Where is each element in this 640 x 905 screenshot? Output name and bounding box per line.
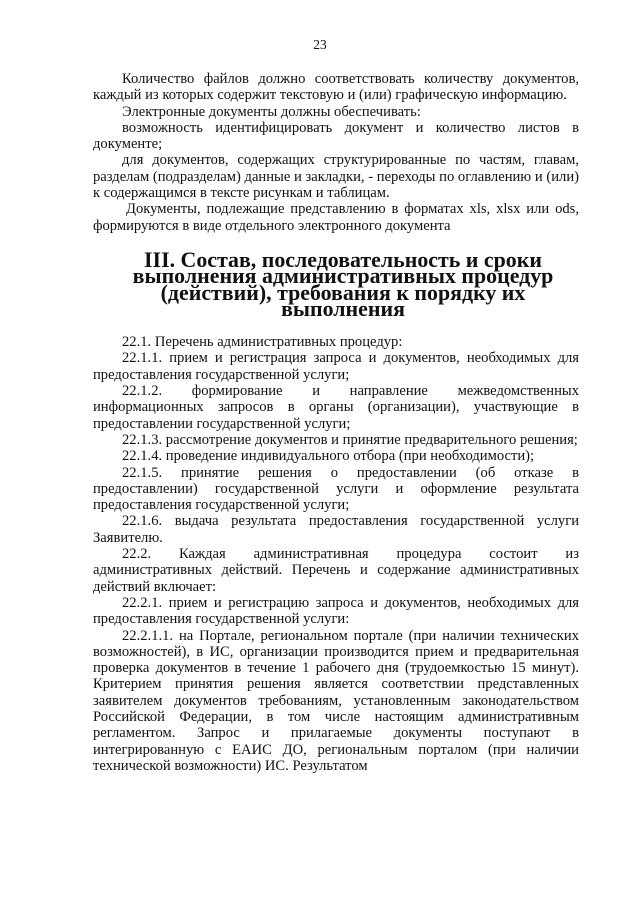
paragraph: 22.1.4. проведение индивидуального отбора (при необходимости);	[122, 448, 535, 465]
procedures-list	[93, 334, 579, 774]
paragraph: 22.1.5. принятие решения о предоставлении (об отказе в предоставлении) государственной услуги и оформление результата предоставления государственной услуги;	[93, 464, 579, 514]
paragraph: 22.1.3. рассмотрение документов и принятие предварительного решения;	[122, 431, 578, 448]
paragraph: Электронные документы должны обеспечивать:	[122, 103, 421, 120]
paragraph: возможность идентифицировать документ и количество листов в документе;	[93, 119, 579, 153]
paragraph: 22.1. Перечень административных процедур:	[122, 334, 403, 351]
paragraph: Количество файлов должно соответствовать количеству документов, каждый из которых содержит текстовую и (или) графическую информацию.	[93, 71, 579, 104]
paragraph: 22.2.1. прием и регистрацию запроса и документов, необходимых для предоставления государственной услуги:	[93, 594, 579, 628]
page-number: 23	[313, 37, 327, 52]
page-content	[93, 71, 579, 774]
paragraph: для документов, содержащих структурированные по частям, главам, разделам (подразделам) данные и закладки, - переходы по оглавлению и (или) к содержащимся в тексте рисункам и таблицам.	[93, 152, 579, 202]
section-heading: III. Состав, последовательность и сроки выполнения административных процедур (действий), требования к порядку их выполнения	[132, 246, 554, 321]
paragraph: 22.2.1.1. на Портале, региональном портале (при наличии технических возможностей), в ИС, организации производится прием и предварительная проверка документов в течение 1 рабочего дня (трудоемкостью 15 минут). Критерием принятия решения является соответствии представленных заявителем документов требованиям, установленным законодательством Российской Федерации, в том числе настоящим административным регламентом. Запрос и прилагаемые документы поступают в интегрированную с ЕАИС ДО, региональным порталом (при наличии технической возможности) ИС. Результатом	[93, 627, 579, 774]
paragraph: Документы, подлежащие представлению в форматах xls, xlsx или ods, формируются в виде отдельного электронного документа	[93, 201, 579, 234]
paragraph: 22.1.6. выдача результата предоставления государственной услуги Заявителю.	[93, 513, 579, 546]
paragraph: 22.1.1. прием и регистрация запроса и документов, необходимых для предоставления государственной услуги;	[93, 350, 579, 383]
paragraph: 22.2. Каждая административная процедура состоит из административных действий. Перечень и содержание административных действий включает:	[93, 546, 579, 595]
paragraph: 22.1.2. формирование и направление межведомственных информационных запросов в органы (организации), участвующие в предоставлении государственной услуги;	[93, 383, 579, 432]
